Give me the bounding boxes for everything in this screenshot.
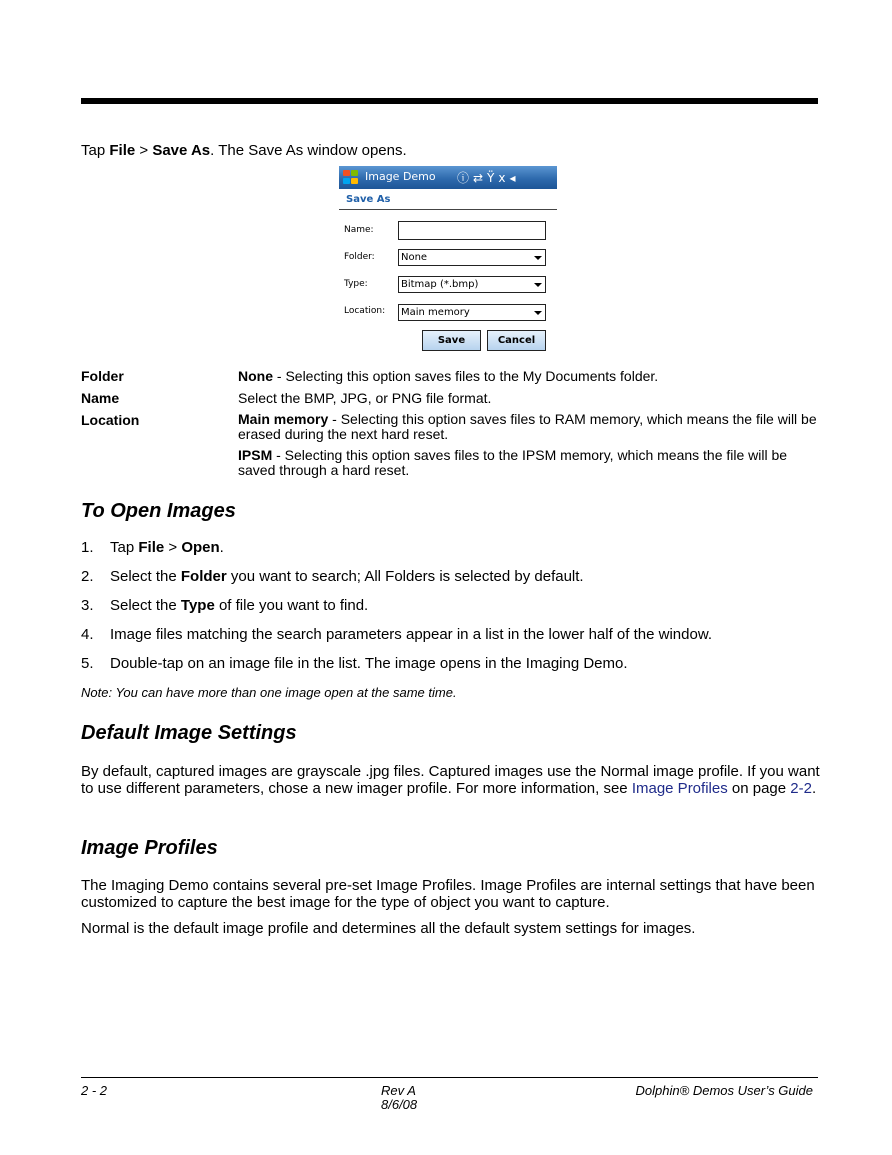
status-icons: ⓘ⇄Ÿx◂ — [457, 171, 520, 185]
folder-label: Folder: — [344, 252, 375, 262]
section-heading-image-profiles: Image Profiles — [81, 837, 218, 859]
name-label: Name: — [344, 225, 374, 235]
location-select[interactable] — [398, 304, 546, 321]
desc-ipsm: IPSM - Selecting this option saves files to the IPSM memory, which means the file will be saved through a hard reset. — [238, 447, 788, 478]
footer-revision: Rev A — [381, 1083, 416, 1098]
image-profiles-link[interactable]: Image Profiles — [631, 780, 728, 797]
term-location: Location — [81, 412, 140, 428]
save-as-heading: Save As — [346, 194, 391, 205]
cancel-button[interactable]: Cancel — [487, 330, 546, 351]
device-title-bar — [339, 166, 557, 189]
folder-select[interactable] — [398, 249, 546, 266]
page-link[interactable]: 2-2 — [790, 780, 812, 797]
save-as-screenshot — [339, 166, 557, 358]
type-select[interactable] — [398, 276, 546, 293]
note: Note: You can have more than one image open at the same time. — [81, 685, 457, 700]
chevron-down-icon — [534, 283, 542, 287]
folder-value: None — [401, 252, 428, 263]
desc-location: Main memory - Selecting this option saves files to RAM memory, which means the file will be erased during the next hard reset. — [238, 411, 817, 442]
footer-date: 8/6/08 — [381, 1097, 418, 1112]
location-label: Location: — [344, 306, 386, 316]
image-profiles-paragraph-2: Normal is the default image profile and determines all the default system settings for images. — [81, 920, 696, 937]
footer-rule — [81, 1077, 818, 1078]
location-value: Main memory — [401, 307, 470, 318]
footer-page-number: 2 - 2 — [81, 1083, 108, 1098]
section-heading-default-settings: Default Image Settings — [81, 722, 297, 744]
type-value: Bitmap (*.bmp) — [401, 279, 479, 290]
windows-start-icon[interactable] — [343, 170, 359, 185]
type-label: Type: — [344, 279, 368, 289]
top-rule — [81, 98, 818, 104]
desc-folder: None - Selecting this option saves files to the My Documents folder. — [238, 368, 659, 384]
footer-guide-title: Dolphin® Demos User’s Guide — [635, 1083, 813, 1098]
section-heading-open-images: To Open Images — [81, 500, 236, 522]
desc-name: Select the BMP, JPG, or PNG file format. — [238, 390, 492, 406]
chevron-down-icon — [534, 311, 542, 315]
heading-separator — [339, 209, 557, 210]
device-title: Image Demo — [365, 170, 436, 183]
chevron-down-icon — [534, 256, 542, 260]
intro-line: Tap File > Save As. The Save As window opens. — [81, 142, 407, 159]
save-button[interactable]: Save — [422, 330, 481, 351]
image-profiles-paragraph-1: The Imaging Demo contains several pre-set Image Profiles. Image Profiles are internal settings that have been customized to capture the best image for the type of object you want to capture. — [81, 877, 815, 911]
term-folder: Folder — [81, 368, 124, 384]
name-input[interactable] — [398, 221, 546, 240]
term-name: Name — [81, 390, 120, 406]
default-settings-paragraph: By default, captured images are grayscale .jpg files. Captured images use the Normal image profile. If you want to use different parameters, chose a new imager profile. For more information, see Image Profiles on page 2-2. — [81, 763, 820, 797]
